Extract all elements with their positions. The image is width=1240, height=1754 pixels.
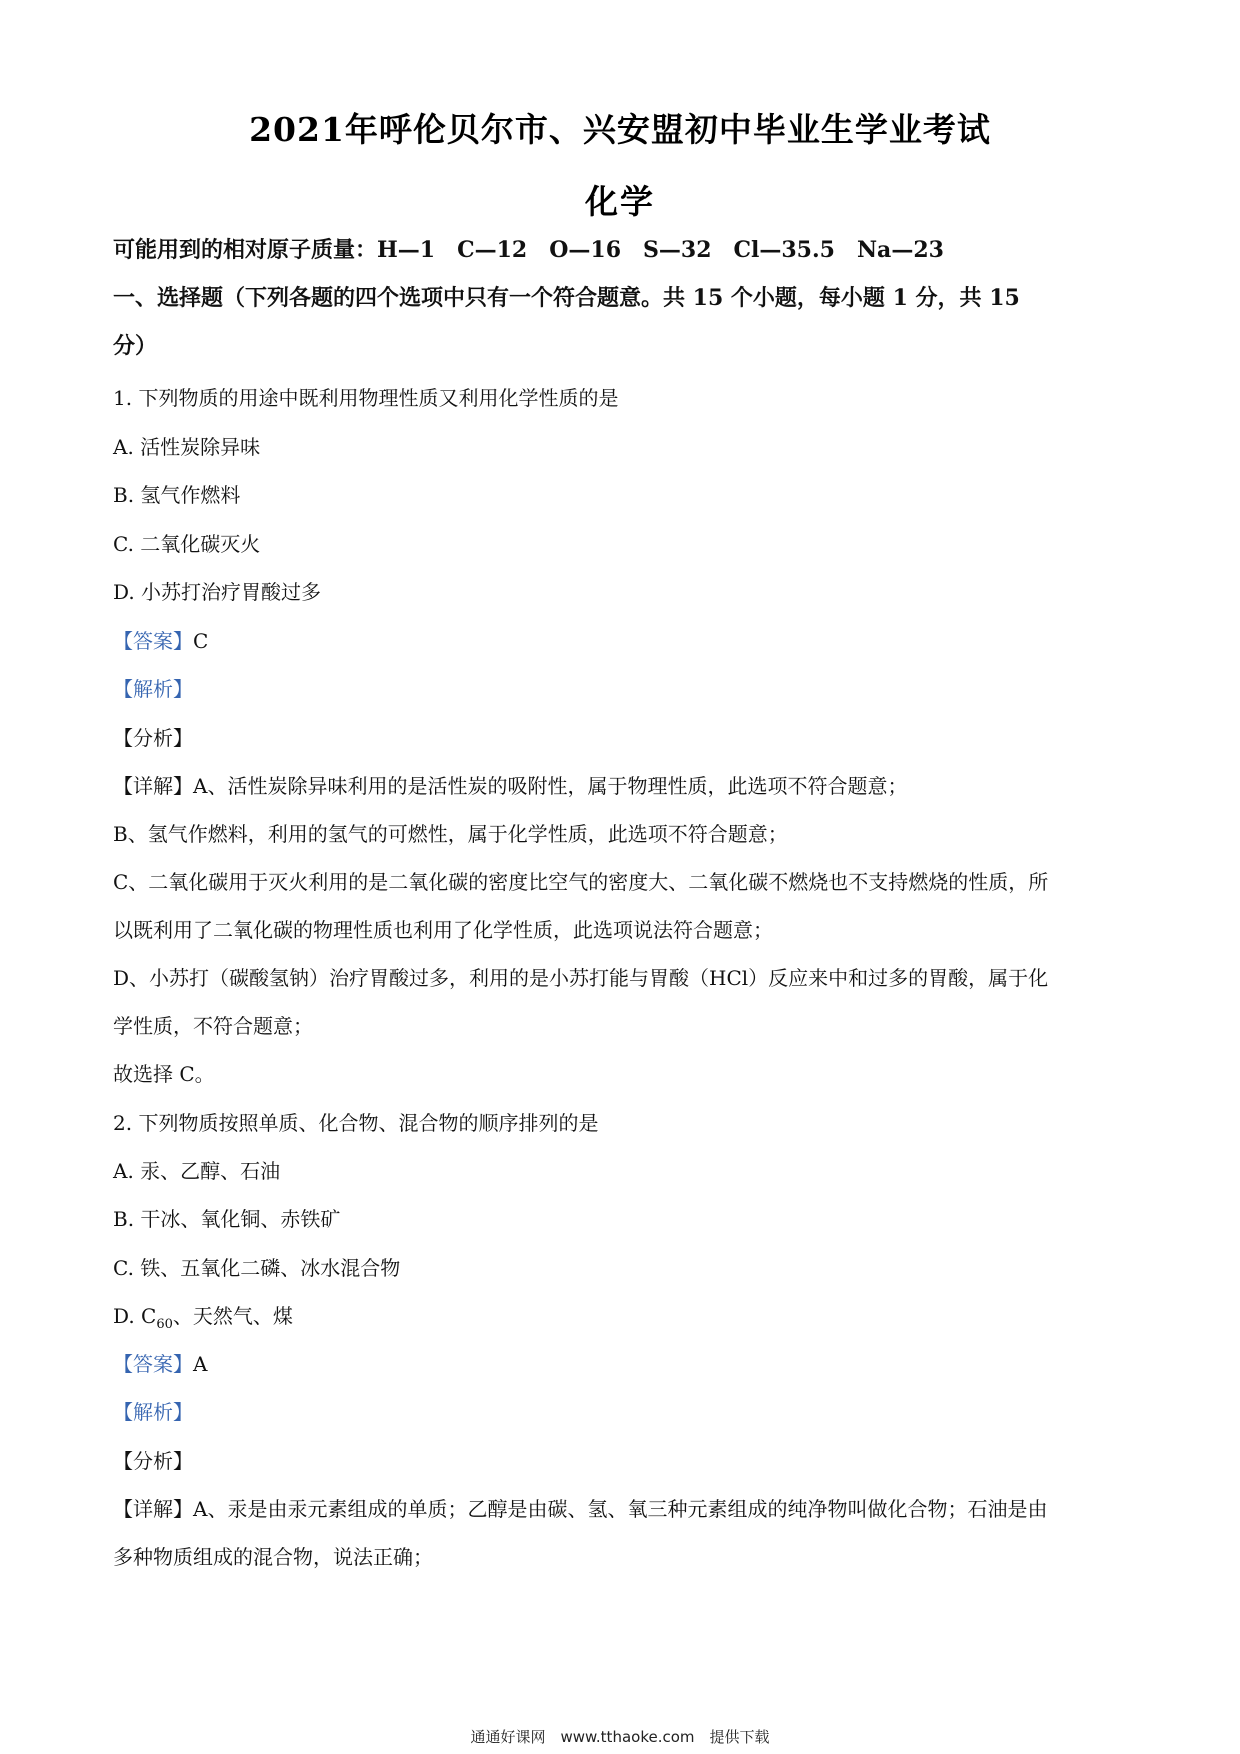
q1-option-a: A. 活性炭除异味 bbox=[113, 435, 261, 459]
q1-fenxi-label: 【分析】 bbox=[113, 726, 193, 750]
q1-detail-b: B、氢气作燃料，利用的氢气的可燃性，属于化学性质，此选项不符合题意； bbox=[113, 822, 788, 846]
q2-analysis-label: 【解析】 bbox=[113, 1400, 193, 1424]
q1-option-c: C. 二氧化碳灭火 bbox=[113, 532, 261, 556]
q1-detail-a-text: A、活性炭除异味利用的是活性炭的吸附性，属于物理性质，此选项不符合题意； bbox=[193, 774, 908, 798]
q2-detail-a-text: A、汞是由汞元素组成的单质；乙醇是由碳、氢、氧三种元素组成的纯净物叫做化合物；石油是由 bbox=[193, 1497, 1048, 1521]
q1-detail-label: 【详解】 bbox=[113, 774, 193, 798]
q1-analysis-label: 【解析】 bbox=[113, 677, 193, 701]
atomic-masses: 可能用到的相对原子质量：H—1 C—12 O—16 S—32 Cl—35.5 Na—23 bbox=[113, 237, 944, 263]
q2-answer-value: A bbox=[193, 1352, 208, 1376]
q1-answer-value: C bbox=[193, 629, 209, 653]
q2-option-d bbox=[113, 1302, 1133, 1339]
q1-option-d: D. 小苏打治疗胃酸过多 bbox=[113, 580, 322, 604]
q1-stem: 1. 下列物质的用途中既利用物理性质又利用化学性质的是 bbox=[113, 386, 619, 410]
q2-detail-a-line1 bbox=[113, 1495, 1133, 1523]
q2-detail-a-line2: 多种物质组成的混合物，说法正确； bbox=[113, 1545, 433, 1569]
q1-answer-label: 【答案】 bbox=[113, 629, 193, 653]
q1-detail-c-line2: 以既利用了二氧化碳的物理性质也利用了化学性质，此选项说法符合题意； bbox=[113, 918, 773, 942]
page-footer: 通通好课网 www.tthaoke.com 提供下载 bbox=[470, 1728, 770, 1746]
q2-answer bbox=[113, 1350, 1133, 1378]
q1-detail-d-line2: 学性质，不符合题意； bbox=[113, 1014, 313, 1038]
section-heading-line1: 一、选择题（下列各题的四个选项中只有一个符合题意。共 15 个小题，每小题 1 分，共 15 bbox=[113, 285, 1020, 311]
q2-fenxi-label: 【分析】 bbox=[113, 1449, 193, 1473]
q1-answer bbox=[113, 627, 1133, 655]
q2-answer-label: 【答案】 bbox=[113, 1352, 193, 1376]
section-heading-line2: 分） bbox=[113, 333, 158, 359]
q2-option-c: C. 铁、五氧化二磷、冰水混合物 bbox=[113, 1256, 401, 1280]
q1-detail-c-line1: C、二氧化碳用于灭火利用的是二氧化碳的密度比空气的密度大、二氧化碳不燃烧也不支持燃烧的性质，所 bbox=[113, 870, 1049, 894]
q2-stem: 2. 下列物质按照单质、化合物、混合物的顺序排列的是 bbox=[113, 1111, 599, 1135]
q2-option-b: B. 干冰、氧化铜、赤铁矿 bbox=[113, 1207, 341, 1231]
q2-detail-label: 【详解】 bbox=[113, 1497, 193, 1521]
q1-detail-d-line1: D、小苏打（碳酸氢钠）治疗胃酸过多，利用的是小苏打能与胃酸（HCl）反应来中和过多的胃酸，属于化 bbox=[113, 966, 1049, 990]
subject-title: 化学 bbox=[585, 182, 655, 221]
q2-option-d-prefix: D. C bbox=[113, 1304, 157, 1328]
q1-conclusion: 故选择 C。 bbox=[113, 1062, 215, 1086]
q2-option-d-subscript: 60 bbox=[156, 1317, 173, 1332]
q2-option-a: A. 汞、乙醇、石油 bbox=[113, 1159, 281, 1183]
q1-detail-a bbox=[113, 772, 1133, 800]
q1-option-b: B. 氢气作燃料 bbox=[113, 483, 241, 507]
q2-option-d-suffix: 、天然气、煤 bbox=[172, 1304, 293, 1328]
exam-title: 2021年呼伦贝尔市、兴安盟初中毕业生学业考试 bbox=[249, 110, 991, 149]
